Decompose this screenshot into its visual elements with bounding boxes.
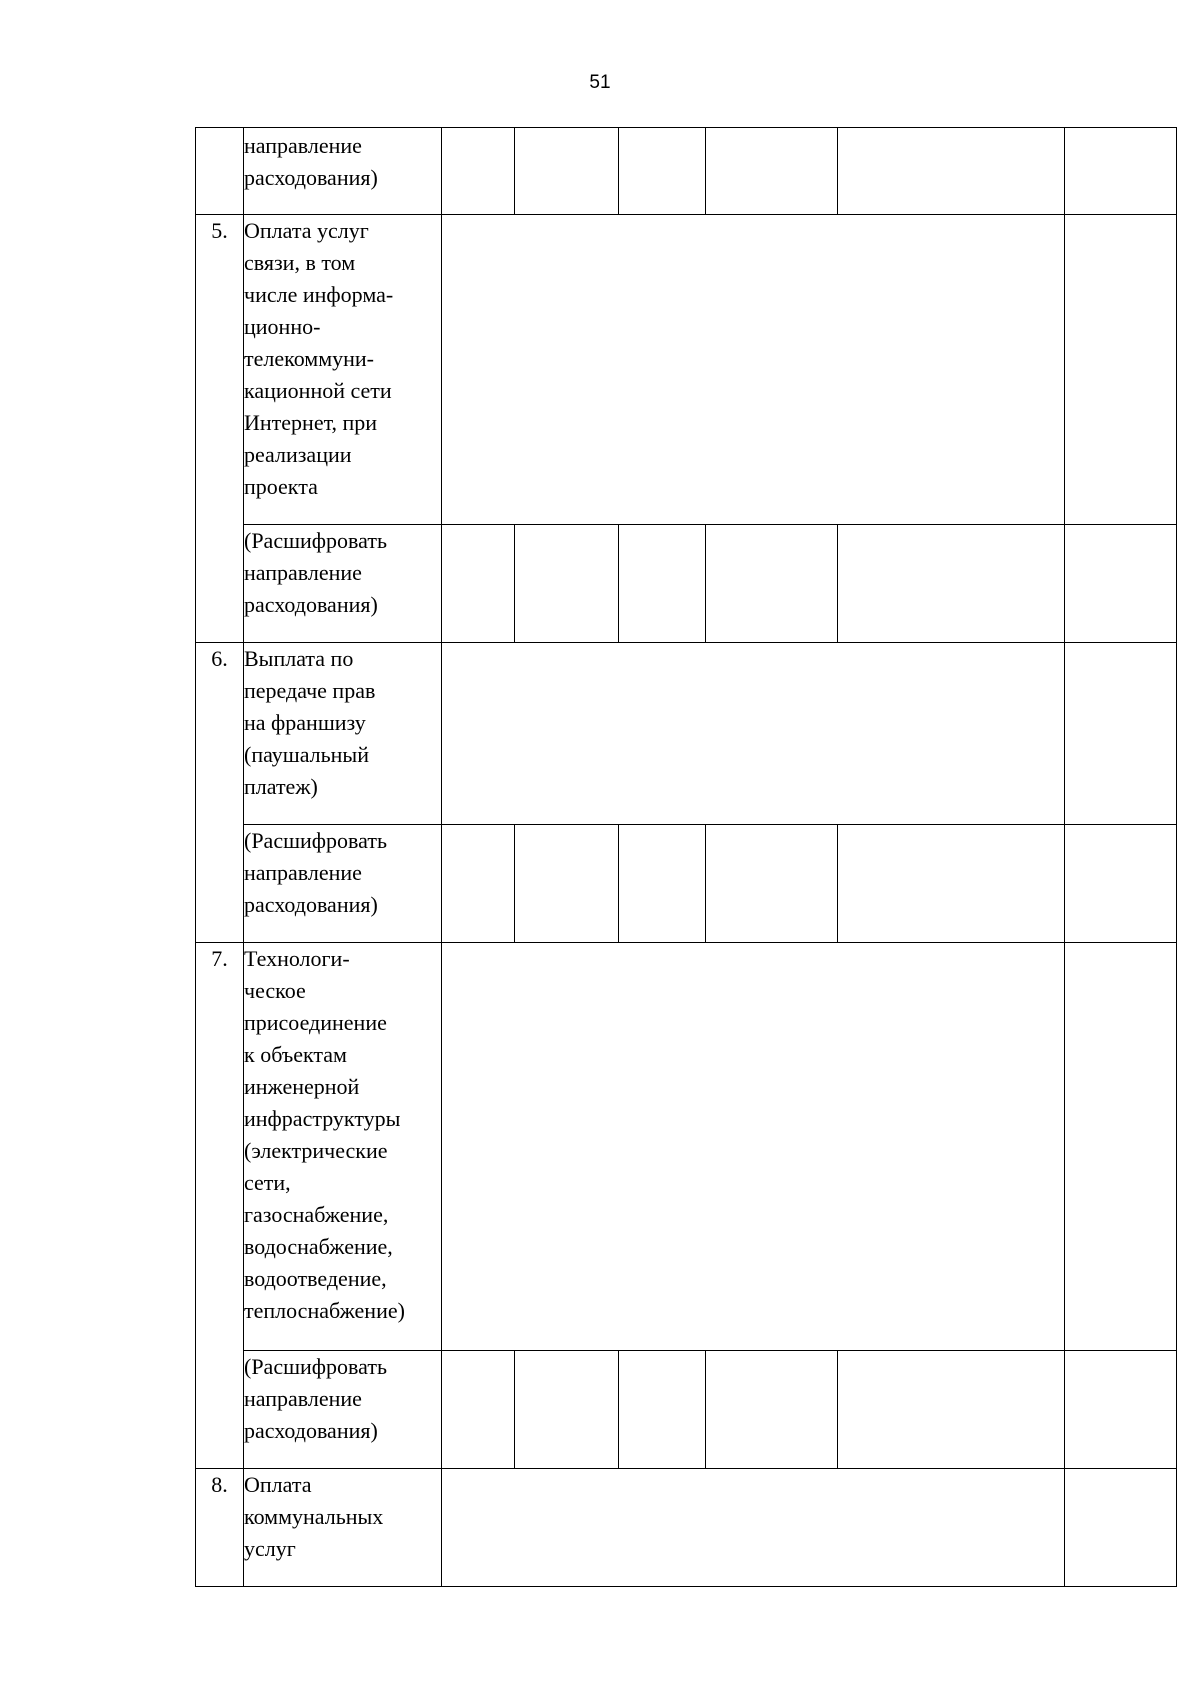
cell-line: к объектам: [244, 1042, 347, 1067]
row-number: 7.: [196, 943, 244, 1469]
cell-line: направление: [244, 133, 362, 158]
cell-line: реализации: [244, 442, 352, 467]
cell-line: телекоммуни-: [244, 346, 374, 371]
amount-cell: [706, 825, 838, 943]
cell-line: проекта: [244, 474, 318, 499]
cell-line: направление: [244, 860, 362, 885]
cell-line: Оплата услуг: [244, 218, 369, 243]
cell-line: инженерной: [244, 1074, 360, 1099]
amount-cell: [706, 128, 838, 215]
detail-row: [196, 825, 1177, 943]
cell-line: водоотведение,: [244, 1266, 387, 1291]
cell-line: (Расшифровать: [244, 528, 387, 553]
cell-line: инфраструктуры: [244, 1106, 401, 1131]
cell-line: услуг: [244, 1536, 296, 1561]
row-number: 6.: [196, 643, 244, 943]
expense-item-title: [244, 943, 442, 1351]
cell-line: теплоснабжение): [244, 1298, 405, 1323]
cell-line: ческое: [244, 978, 306, 1003]
amount-cell: [706, 525, 838, 643]
amount-cell: [838, 525, 1065, 643]
cell-line: платеж): [244, 774, 318, 799]
continued-row: [196, 128, 1177, 215]
amount-cell: [1065, 825, 1177, 943]
amount-cell: [1065, 643, 1177, 825]
amount-cell: [515, 825, 619, 943]
detail-cell: [244, 1351, 442, 1469]
detail-cell: [244, 525, 442, 643]
amount-cell: [838, 1351, 1065, 1469]
section-row: [196, 643, 1177, 825]
expense-item-title: [244, 1469, 442, 1587]
detail-row: [196, 1351, 1177, 1469]
cell-line: числе информа-: [244, 282, 394, 307]
amount-cell: [619, 128, 706, 215]
row-number-cell: [196, 128, 244, 215]
section-row: [196, 1469, 1177, 1587]
amount-cell: [442, 525, 515, 643]
cell-line: связи, в том: [244, 250, 356, 275]
amount-cell: [1065, 1351, 1177, 1469]
detail-cell: [244, 825, 442, 943]
cell-line: Оплата: [244, 1472, 312, 1497]
amount-cell: [515, 525, 619, 643]
cell-line: Технологи-: [244, 946, 350, 971]
cell-line: водоснабжение,: [244, 1234, 393, 1259]
cell-line: направление: [244, 560, 362, 585]
merged-amount-cell: [442, 643, 1065, 825]
expense-item-title: [244, 215, 442, 525]
cell-line: ционно-: [244, 314, 321, 339]
cell-line: газоснабжение,: [244, 1202, 389, 1227]
amount-cell: [515, 128, 619, 215]
cell-line: Интернет, при: [244, 410, 378, 435]
amount-cell: [1065, 128, 1177, 215]
amount-cell: [1065, 943, 1177, 1351]
section-row: [196, 215, 1177, 525]
page-number: 51: [589, 72, 611, 93]
cell-line: расходования): [244, 892, 378, 917]
cell-line: Выплата по: [244, 646, 354, 671]
expense-table: [195, 127, 1177, 1587]
amount-cell: [1065, 1469, 1177, 1587]
amount-cell: [706, 1351, 838, 1469]
cell-line: направление: [244, 1386, 362, 1411]
merged-amount-cell: [442, 215, 1065, 525]
cell-line: присоединение: [244, 1010, 387, 1035]
amount-cell: [619, 1351, 706, 1469]
amount-cell: [442, 825, 515, 943]
section-row: [196, 943, 1177, 1351]
detail-cell: [244, 128, 442, 215]
merged-amount-cell: [442, 1469, 1065, 1587]
cell-line: расходования): [244, 165, 378, 190]
amount-cell: [442, 128, 515, 215]
cell-line: расходования): [244, 592, 378, 617]
expense-item-title: [244, 643, 442, 825]
cell-line: (паушальный: [244, 742, 369, 767]
cell-line: (электрические: [244, 1138, 388, 1163]
amount-cell: [1065, 215, 1177, 525]
merged-amount-cell: [442, 943, 1065, 1351]
detail-row: [196, 525, 1177, 643]
amount-cell: [619, 825, 706, 943]
cell-line: кационной сети: [244, 378, 392, 403]
cell-line: расходования): [244, 1418, 378, 1443]
cell-line: коммунальных: [244, 1504, 384, 1529]
row-number: 8.: [196, 1469, 244, 1587]
amount-cell: [1065, 525, 1177, 643]
cell-line: (Расшифровать: [244, 1354, 387, 1379]
cell-line: (Расшифровать: [244, 828, 387, 853]
cell-line: передаче прав: [244, 678, 376, 703]
cell-line: сети,: [244, 1170, 291, 1195]
amount-cell: [442, 1351, 515, 1469]
cell-line: на франшизу: [244, 710, 366, 735]
amount-cell: [838, 128, 1065, 215]
amount-cell: [619, 525, 706, 643]
row-number: 5.: [196, 215, 244, 643]
amount-cell: [515, 1351, 619, 1469]
amount-cell: [838, 825, 1065, 943]
